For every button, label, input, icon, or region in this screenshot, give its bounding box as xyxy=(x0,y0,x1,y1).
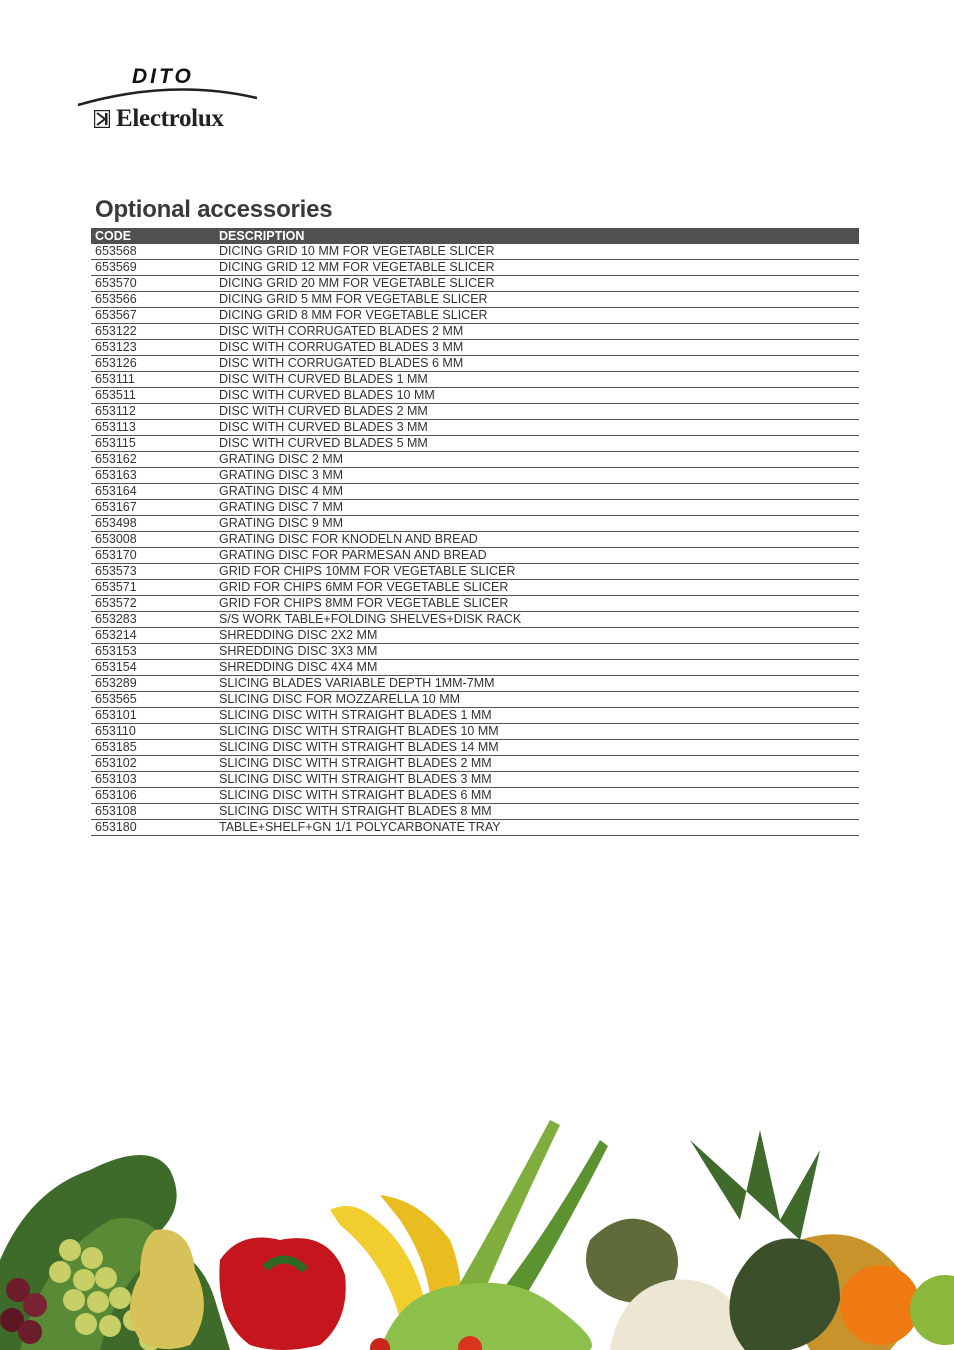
code-cell: 653170 xyxy=(91,548,215,564)
code-cell: 653567 xyxy=(91,308,215,324)
description-cell: S/S WORK TABLE+FOLDING SHELVES+DISK RACK xyxy=(215,612,859,628)
description-cell: SLICING DISC WITH STRAIGHT BLADES 8 MM xyxy=(215,804,859,820)
code-cell: 653573 xyxy=(91,564,215,580)
description-cell: DICING GRID 5 MM FOR VEGETABLE SLICER xyxy=(215,292,859,308)
code-cell: 653103 xyxy=(91,772,215,788)
code-cell: 653163 xyxy=(91,468,215,484)
table-row xyxy=(91,484,859,500)
code-cell: 653123 xyxy=(91,340,215,356)
logo-arc xyxy=(76,84,266,106)
code-cell: 653569 xyxy=(91,260,215,276)
code-cell: 653214 xyxy=(91,628,215,644)
table-row xyxy=(91,356,859,372)
table-row xyxy=(91,548,859,564)
table-row xyxy=(91,564,859,580)
table-row xyxy=(91,436,859,452)
description-cell: SHREDDING DISC 4X4 MM xyxy=(215,660,859,676)
code-cell: 653122 xyxy=(91,324,215,340)
description-cell: DISC WITH CURVED BLADES 3 MM xyxy=(215,420,859,436)
table-row xyxy=(91,596,859,612)
table-row xyxy=(91,724,859,740)
description-cell: SHREDDING DISC 3X3 MM xyxy=(215,644,859,660)
description-cell: SLICING BLADES VARIABLE DEPTH 1MM-7MM xyxy=(215,676,859,692)
code-cell: 653566 xyxy=(91,292,215,308)
description-cell: GRATING DISC 7 MM xyxy=(215,500,859,516)
description-cell: DISC WITH CURVED BLADES 10 MM xyxy=(215,388,859,404)
code-cell: 653008 xyxy=(91,532,215,548)
description-cell: SLICING DISC WITH STRAIGHT BLADES 14 MM xyxy=(215,740,859,756)
electrolux-emblem-icon xyxy=(94,110,110,128)
description-cell: DISC WITH CURVED BLADES 1 MM xyxy=(215,372,859,388)
table-row xyxy=(91,420,859,436)
code-cell: 653164 xyxy=(91,484,215,500)
table-row xyxy=(91,708,859,724)
accessories-table xyxy=(91,228,859,836)
table-row xyxy=(91,628,859,644)
table-row xyxy=(91,772,859,788)
code-cell: 653113 xyxy=(91,420,215,436)
code-cell: 653498 xyxy=(91,516,215,532)
code-cell: 653572 xyxy=(91,596,215,612)
column-header-code: CODE xyxy=(91,228,215,244)
description-cell: GRATING DISC FOR PARMESAN AND BREAD xyxy=(215,548,859,564)
table-row xyxy=(91,804,859,820)
table-row xyxy=(91,500,859,516)
page-title: Optional accessories xyxy=(95,196,333,223)
table-row xyxy=(91,820,859,836)
code-cell: 653180 xyxy=(91,820,215,836)
code-cell: 653571 xyxy=(91,580,215,596)
table-row xyxy=(91,740,859,756)
table-row xyxy=(91,516,859,532)
code-cell: 653511 xyxy=(91,388,215,404)
table-row xyxy=(91,532,859,548)
electrolux-brand xyxy=(94,105,224,133)
description-cell: DISC WITH CORRUGATED BLADES 6 MM xyxy=(215,356,859,372)
description-cell: SLICING DISC FOR MOZZARELLA 10 MM xyxy=(215,692,859,708)
description-cell: GRID FOR CHIPS 8MM FOR VEGETABLE SLICER xyxy=(215,596,859,612)
table-row xyxy=(91,388,859,404)
code-cell: 653570 xyxy=(91,276,215,292)
code-cell: 653106 xyxy=(91,788,215,804)
table-row xyxy=(91,580,859,596)
code-cell: 653283 xyxy=(91,612,215,628)
column-header-description: DESCRIPTION xyxy=(215,228,859,244)
table-row xyxy=(91,692,859,708)
description-cell: SLICING DISC WITH STRAIGHT BLADES 3 MM xyxy=(215,772,859,788)
description-cell: SLICING DISC WITH STRAIGHT BLADES 6 MM xyxy=(215,788,859,804)
table-row xyxy=(91,276,859,292)
table-row xyxy=(91,660,859,676)
description-cell: GRID FOR CHIPS 6MM FOR VEGETABLE SLICER xyxy=(215,580,859,596)
table-body xyxy=(91,244,859,836)
description-cell: DISC WITH CORRUGATED BLADES 2 MM xyxy=(215,324,859,340)
code-cell: 653154 xyxy=(91,660,215,676)
table-row xyxy=(91,644,859,660)
electrolux-wordmark: Electrolux xyxy=(116,105,224,132)
description-cell: GRID FOR CHIPS 10MM FOR VEGETABLE SLICER xyxy=(215,564,859,580)
code-cell: 653102 xyxy=(91,756,215,772)
description-cell: SLICING DISC WITH STRAIGHT BLADES 1 MM xyxy=(215,708,859,724)
code-cell: 653565 xyxy=(91,692,215,708)
description-cell: GRATING DISC FOR KNODELN AND BREAD xyxy=(215,532,859,548)
table-row xyxy=(91,788,859,804)
description-cell: GRATING DISC 2 MM xyxy=(215,452,859,468)
description-cell: DICING GRID 10 MM FOR VEGETABLE SLICER xyxy=(215,244,859,260)
description-cell: DISC WITH CURVED BLADES 5 MM xyxy=(215,436,859,452)
code-cell: 653110 xyxy=(91,724,215,740)
vegetables-illustration xyxy=(0,1100,954,1350)
description-cell: GRATING DISC 4 MM xyxy=(215,484,859,500)
table-row xyxy=(91,260,859,276)
table-row xyxy=(91,340,859,356)
description-cell: SHREDDING DISC 2X2 MM xyxy=(215,628,859,644)
description-cell: DICING GRID 8 MM FOR VEGETABLE SLICER xyxy=(215,308,859,324)
code-cell: 653162 xyxy=(91,452,215,468)
code-cell: 653167 xyxy=(91,500,215,516)
dito-wordmark: DITO xyxy=(132,65,194,88)
electrolux-dito-logo xyxy=(76,62,266,134)
description-cell: DISC WITH CORRUGATED BLADES 3 MM xyxy=(215,340,859,356)
code-cell: 653101 xyxy=(91,708,215,724)
table-header-row xyxy=(91,228,859,244)
code-cell: 653568 xyxy=(91,244,215,260)
table-row xyxy=(91,756,859,772)
table-row xyxy=(91,292,859,308)
description-cell: TABLE+SHELF+GN 1/1 POLYCARBONATE TRAY xyxy=(215,820,859,836)
table-row xyxy=(91,308,859,324)
code-cell: 653185 xyxy=(91,740,215,756)
code-cell: 653112 xyxy=(91,404,215,420)
code-cell: 653289 xyxy=(91,676,215,692)
code-cell: 653126 xyxy=(91,356,215,372)
description-cell: SLICING DISC WITH STRAIGHT BLADES 10 MM xyxy=(215,724,859,740)
description-cell: GRATING DISC 3 MM xyxy=(215,468,859,484)
table-row xyxy=(91,404,859,420)
table-row xyxy=(91,468,859,484)
description-cell: DICING GRID 20 MM FOR VEGETABLE SLICER xyxy=(215,276,859,292)
table-row xyxy=(91,372,859,388)
description-cell: DISC WITH CURVED BLADES 2 MM xyxy=(215,404,859,420)
code-cell: 653111 xyxy=(91,372,215,388)
table-row xyxy=(91,452,859,468)
code-cell: 653115 xyxy=(91,436,215,452)
description-cell: DICING GRID 12 MM FOR VEGETABLE SLICER xyxy=(215,260,859,276)
table-row xyxy=(91,676,859,692)
description-cell: SLICING DISC WITH STRAIGHT BLADES 2 MM xyxy=(215,756,859,772)
code-cell: 653153 xyxy=(91,644,215,660)
table-row xyxy=(91,612,859,628)
description-cell: GRATING DISC 9 MM xyxy=(215,516,859,532)
code-cell: 653108 xyxy=(91,804,215,820)
table-row xyxy=(91,244,859,260)
table-row xyxy=(91,324,859,340)
